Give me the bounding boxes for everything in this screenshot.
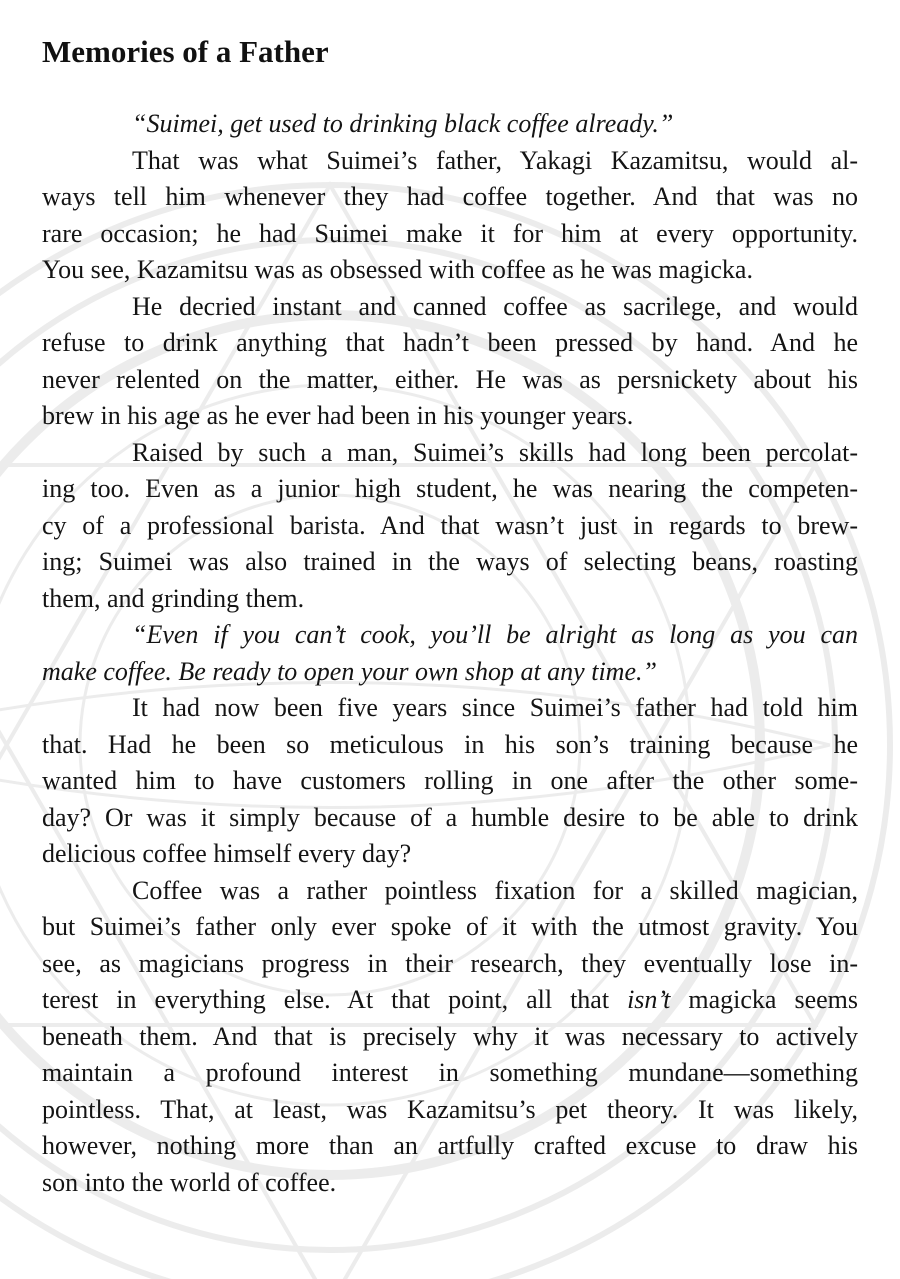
text-line — [42, 106, 858, 143]
text-line — [42, 544, 858, 581]
text-line — [42, 763, 858, 800]
text-run: That was what Suimei’s father, Yakagi Kazamitsu, would al- — [132, 145, 858, 175]
paragraph — [42, 690, 858, 873]
text-line — [42, 873, 858, 910]
text-line — [42, 471, 858, 508]
italic-text: make coffee. Be ready to open your own shop at any time.” — [42, 656, 657, 686]
text-run: wanted him to have customers rolling in one after the other some- — [42, 766, 858, 795]
text-line — [42, 690, 858, 727]
text-run: day? Or was it simply because of a humble desire to be able to drink — [42, 802, 858, 832]
text-run: He decried instant and canned coffee as sacrilege, and would — [132, 291, 858, 321]
text-line — [42, 1092, 858, 1129]
text-line — [42, 1055, 858, 1092]
paragraph — [42, 143, 858, 289]
italic-text: isn’t — [627, 985, 671, 1014]
text-run: ing too. Even as a junior high student, he was nearing the competen- — [42, 474, 858, 503]
chapter-title: Memories of a Father — [42, 34, 329, 69]
text-line — [42, 800, 858, 837]
text-run: magicka seems — [670, 985, 858, 1014]
paragraph — [42, 289, 858, 435]
italic-text: “Suimei, get used to drinking black coffee already.” — [132, 109, 674, 138]
text-line — [42, 909, 858, 946]
text-line — [42, 435, 858, 472]
text-run: ing; Suimei was also trained in the ways of selecting beans, roasting — [42, 547, 858, 576]
body-text — [42, 106, 858, 1201]
paragraph — [42, 617, 858, 690]
text-run: terest in everything else. At that point, all that — [42, 985, 628, 1014]
text-line — [42, 836, 858, 873]
text-line — [42, 289, 858, 326]
text-run: rare occasion; he had Suimei make it for him at every opportunity. — [42, 218, 858, 248]
text-run: pointless. That, at least, was Kazamitsu’s pet theory. It was likely, — [42, 1094, 858, 1124]
text-line — [42, 617, 858, 654]
text-line — [42, 143, 858, 180]
text-run: see, as magicians progress in their research, they eventually lose in- — [42, 948, 858, 978]
text-line — [42, 216, 858, 253]
text-run: brew in his age as he ever had been in his younger years. — [42, 401, 634, 430]
text-run: refuse to drink anything that hadn’t been pressed by hand. And he — [42, 328, 858, 357]
text-run: cy of a professional barista. And that wasn’t just in regards to brew- — [42, 510, 858, 540]
text-run: It had now been five years since Suimei’s father had told him — [132, 693, 858, 722]
text-line — [42, 508, 858, 545]
text-line — [42, 654, 858, 691]
text-run: Raised by such a man, Suimei’s skills had long been percolat- — [132, 437, 858, 467]
text-run: Coffee was a rather pointless fixation for a skilled magician, — [132, 875, 858, 905]
text-line — [42, 179, 858, 216]
text-run: maintain a profound interest in something mundane—something — [42, 1058, 858, 1087]
text-run: but Suimei’s father only ever spoke of it with the utmost gravity. You — [42, 912, 858, 941]
text-line — [42, 252, 858, 289]
text-run: delicious coffee himself every day? — [42, 839, 412, 868]
text-line — [42, 1165, 858, 1202]
text-line — [42, 325, 858, 362]
text-run: ways tell him whenever they had coffee together. And that was no — [42, 182, 858, 211]
text-run: that. Had he been so meticulous in his son’s training because he — [42, 729, 858, 759]
paragraph — [42, 435, 858, 618]
text-line — [42, 1019, 858, 1056]
text-line — [42, 581, 858, 618]
text-line — [42, 398, 858, 435]
text-line — [42, 727, 858, 764]
text-run: You see, Kazamitsu was as obsessed with coffee as he was magicka. — [42, 255, 753, 284]
text-run: son into the world of coffee. — [42, 1167, 337, 1197]
italic-text: “Even if you can’t cook, you’ll be alright as long as you can — [132, 620, 858, 649]
text-run: them, and grinding them. — [42, 583, 305, 613]
text-line — [42, 946, 858, 983]
text-line — [42, 1128, 858, 1165]
text-run: beneath them. And that is precisely why it was necessary to actively — [42, 1021, 858, 1051]
paragraph — [42, 873, 858, 1202]
text-run: however, nothing more than an artfully crafted excuse to draw his — [42, 1131, 858, 1160]
paragraph — [42, 106, 858, 143]
text-line — [42, 982, 858, 1019]
text-line — [42, 362, 858, 399]
text-run: never relented on the matter, either. He was as persnickety about his — [42, 364, 858, 394]
